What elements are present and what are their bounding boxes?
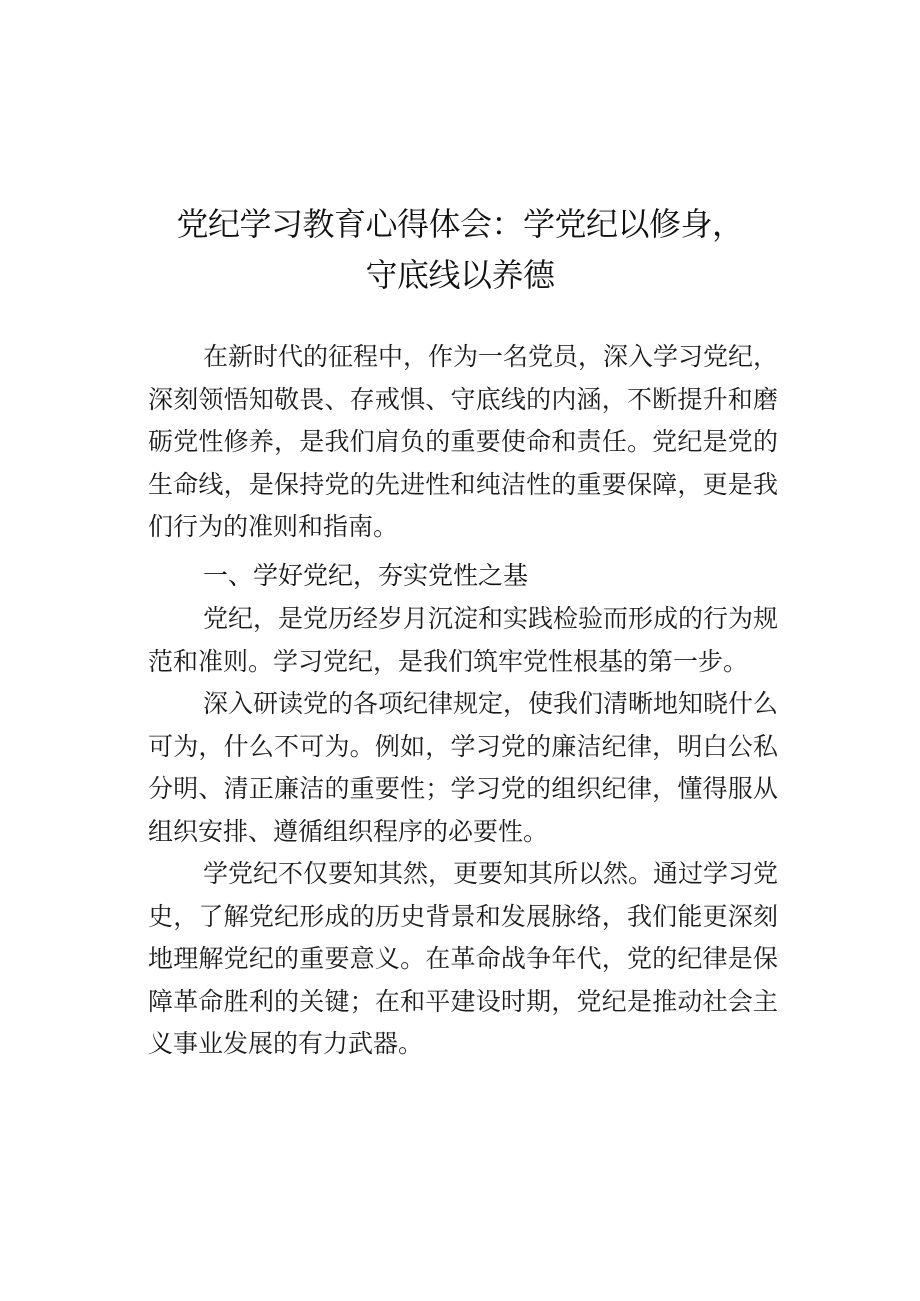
section-1-paragraph: 党纪，是党历经岁月沉淀和实践检验而形成的行为规范和准则。学习党纪，是我们筑牢党性根基的第一步。 (148, 604, 779, 676)
section-1-paragraph: 学党纪不仅要知其然，更要知其所以然。通过学习党史，了解党纪形成的历史背景和发展脉络，我们能更深刻地理解党纪的重要意义。在革命战争年代，党的纪律是保障革命胜利的关键；在和平建设时期，党纪是推动社会主义事业发展的有力武器。 (148, 859, 779, 1058)
document-title-line-1: 党纪学习教育心得体会：学党纪以修身， (176, 205, 744, 243)
document-title-line-2: 守底线以养德 (365, 256, 555, 294)
section-1-body (148, 598, 778, 1066)
section-1-paragraph: 深入研读党的各项纪律规定，使我们清晰地知晓什么可为，什么不可为。例如，学习党的廉洁纪律，明白公私分明、清正廉洁的重要性；学习党的组织纪律，懂得服从组织安排、遵循组织程序的必要性。 (148, 689, 779, 846)
section-1-heading: 一、学好党纪，夯实党性之基 (203, 561, 529, 590)
intro-section (148, 336, 778, 549)
intro-paragraph: 在新时代的征程中，作为一名党员，深入学习党纪，深刻领悟知敬畏、存戒惧、守底线的内涵，不断提升和磨砺党性修养，是我们肩负的重要使命和责任。党纪是党的生命线，是保持党的先进性和纯洁性的重要保障，更是我们行为的准则和指南。 (148, 342, 779, 541)
